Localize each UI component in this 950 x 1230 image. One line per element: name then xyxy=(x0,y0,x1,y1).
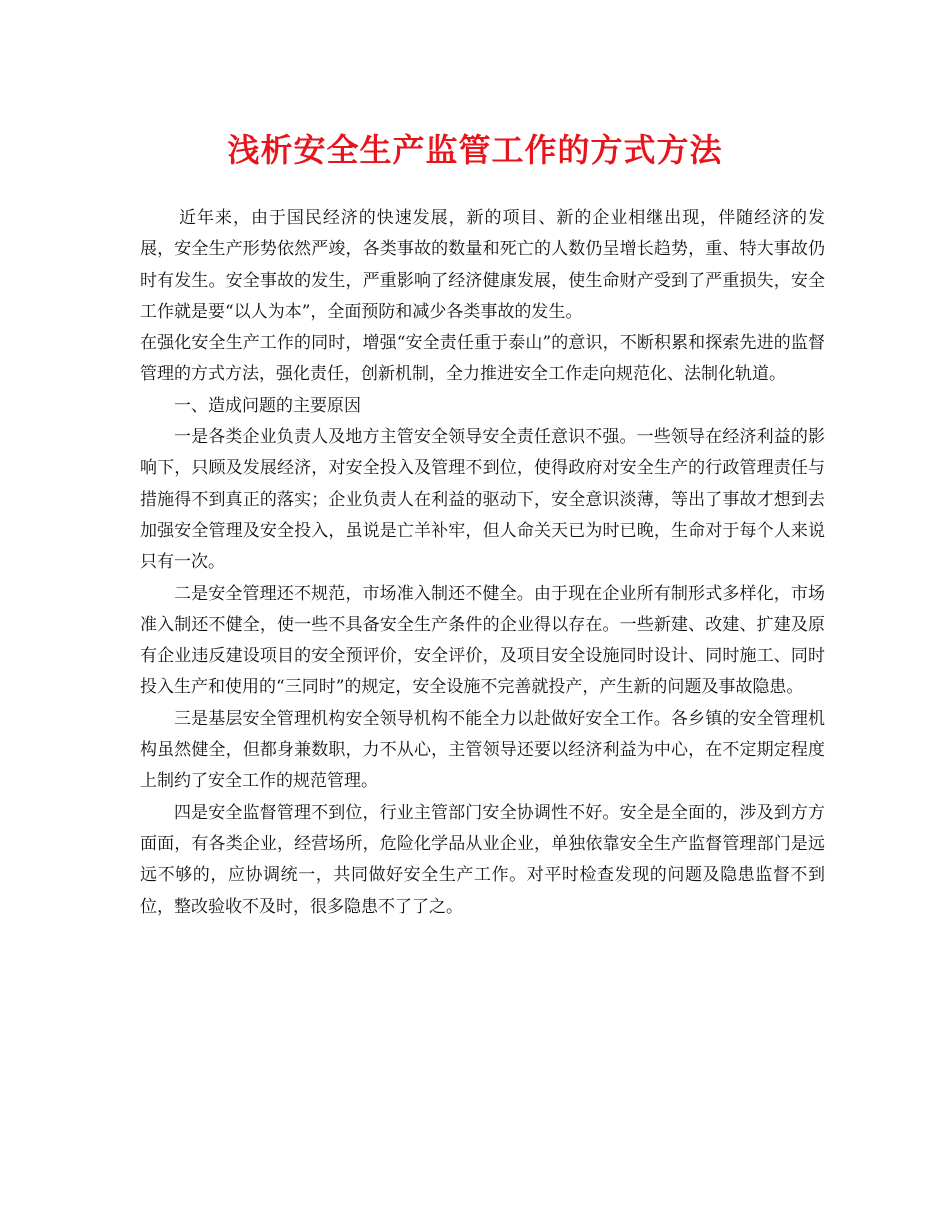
document-body xyxy=(140,203,825,923)
section-heading-causes: 一、造成问题的主要原因 xyxy=(174,395,361,416)
document-title: 浅析安全生产监管工作的方式方法 xyxy=(227,131,723,169)
paragraph-cause-2: 二是安全管理还不规范，市场准入制还不健全。由于现在企业所有制形式多样化，市场准入制还不健全，使一些不具备安全生产条件的企业得以存在。一些新建、改建、扩建及原有企业违反建设项目的安全预评价，安全评价，及项目安全设施同时设计、同时施工、同时投入生产和使用的“三同时”的规定，安全设施不完善就投产，产生新的问题及事故隐患。 xyxy=(140,583,825,698)
paragraph-cause-4: 四是安全监督管理不到位，行业主管部门安全协调性不好。安全是全面的，涉及到方方面面，有各类企业，经营场所，危险化学品从业企业，单独依靠安全生产监督管理部门是远远不够的，应协调统一，共同做好安全生产工作。对平时检查发现的问题及隐患监督不到位，整改验收不及时，很多隐患不了了之。 xyxy=(140,802,825,917)
paragraph-cause-3: 三是基层安全管理机构安全领导机构不能全力以赴做好安全工作。各乡镇的安全管理机构虽然健全，但都身兼数职，力不从心，主管领导还要以经济利益为中心，在不定期定程度上制约了安全工作的规范管理。 xyxy=(140,708,825,792)
paragraph-intro: 近年来，由于国民经济的快速发展，新的项目、新的企业相继出现，伴随经济的发展，安全生产形势依然严竣，各类事故的数量和死亡的人数仍呈增长趋势，重、特大事故仍时有发生。安全事故的发生，严重影响了经济健康发展，使生命财产受到了严重损失，安全工作就是要“以人为本”，全面预防和减少各类事故的发生。 xyxy=(140,208,825,322)
paragraph-cause-1: 一是各类企业负责人及地方主管安全领导安全责任意识不强。一些领导在经济利益的影响下，只顾及发展经济，对安全投入及管理不到位，使得政府对安全生产的行政管理责任与措施得不到真正的落实；企业负责人在利益的驱动下，安全意识淡薄，等出了事故才想到去加强安全管理及安全投入，虽说是亡羊补牢，但人命关天已为时已晚，生命对于每个人来说只有一次。 xyxy=(140,427,825,573)
paragraph-strengthen: 在强化安全生产工作的同时，增强“安全责任重于泰山”的意识，不断积累和探索先进的监督管理的方式方法，强化责任，创新机制，全力推进安全工作走向规范化、法制化轨道。 xyxy=(140,333,825,385)
